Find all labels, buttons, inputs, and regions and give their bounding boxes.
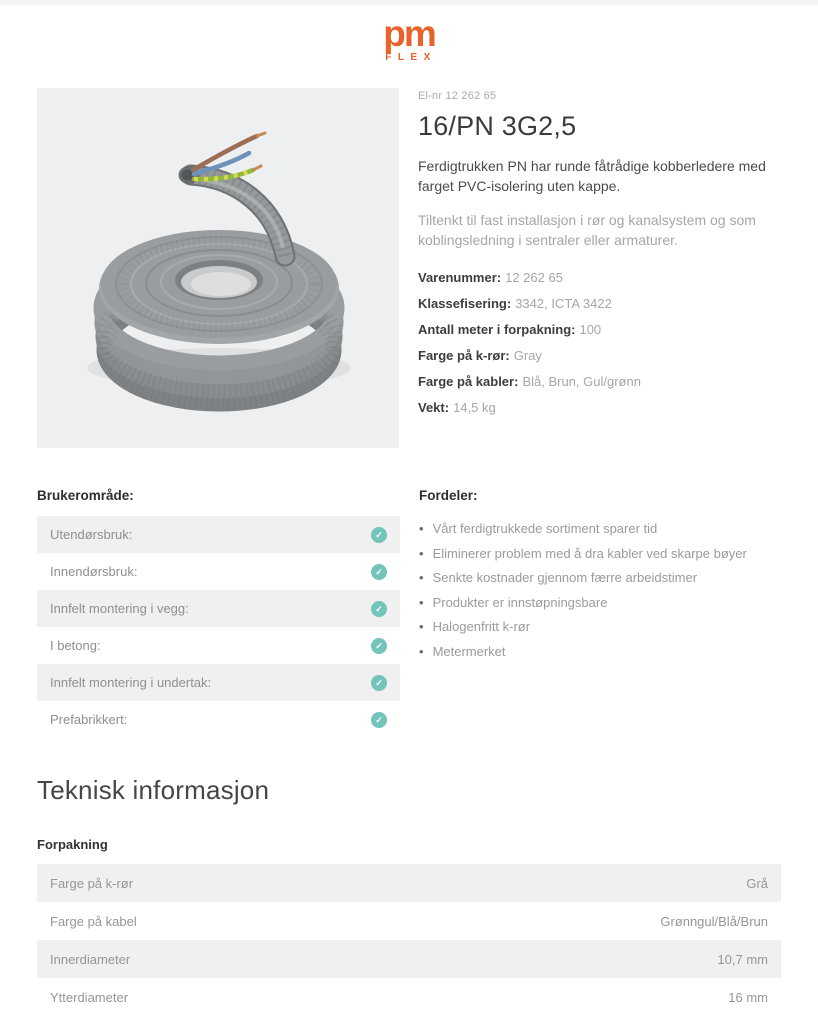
usage-label: Innfelt montering i undertak: [50,675,212,690]
spec-label: Varenummer: [418,270,502,286]
spec-row [418,296,781,311]
bullet-icon: • [419,570,424,585]
usage-heading: Brukerområde: [37,488,134,503]
benefit-text: Metermerket [432,643,506,659]
logo-text: pm [383,13,435,54]
spec-value: 100 [579,322,602,338]
check-icon: ✓ [371,564,387,580]
benefit-text: Halogenfritt k-rør [432,619,531,634]
spec-label: Farge på k-rør: [418,348,510,364]
usage-label: I betong: [50,638,101,653]
table-row-value: Grønngul/Blå/Brun [660,913,768,929]
usage-row [37,627,400,664]
spec-value: Gray [513,348,542,364]
bullet-icon: • [419,619,424,634]
usage-benefits-section [37,488,781,738]
coil-illustration [37,88,399,448]
table-row [37,940,781,978]
spec-value: 12 262 65 [505,270,563,286]
product-description-lead: Ferdigtrukken PN har runde fåtrådige kobberledere med farget PVC-isolering uten kappe. [418,158,766,195]
benefit-text: Senkte kostnader gjennom færre arbeidstimer [432,570,698,585]
spec-row [418,400,781,415]
benefit-item [419,615,781,640]
benefit-item [419,517,781,542]
el-number: El-nr 12 262 65 [418,90,497,102]
table-row [37,864,781,902]
benefits-column [419,488,781,738]
usage-row [37,664,400,701]
usage-label: Utendørsbruk: [50,527,133,542]
table-row-label: Farge på k-rør [50,875,134,891]
table-row [37,978,781,1016]
bullet-icon: • [419,521,424,536]
spec-value: 14,5 kg [453,400,496,416]
usage-label: Innfelt montering i vegg: [50,601,189,616]
check-icon: ✓ [371,675,387,691]
check-icon: ✓ [371,601,387,617]
check-icon: ✓ [371,527,387,543]
logo-subtext: FLEX [385,52,437,63]
benefit-text: Produkter er innstøpningsbare [432,594,608,610]
spec-label: Vekt: [418,400,450,416]
product-hero [37,88,781,448]
header [0,5,818,83]
benefit-text: Eliminerer problem med å dra kabler ved skarpe bøyer [432,545,747,561]
spec-row [418,374,781,389]
spec-row [418,348,781,363]
usage-column [37,488,400,738]
usage-row [37,590,400,627]
product-description-sub: Tiltenkt til fast installasjon i rør og kanalsystem og som koblingsledning i sentraler eller armaturer. [418,211,756,248]
spec-list [418,270,781,415]
usage-row [37,553,400,590]
usage-row [37,516,400,553]
check-icon: ✓ [371,712,387,728]
usage-list [37,516,400,738]
benefit-item [419,640,781,665]
technical-table [37,864,781,1016]
brand-logo[interactable] [381,13,437,63]
table-row-value: 16 mm [728,989,768,1005]
product-title: 16/PN 3G2,5 [418,111,577,141]
spec-row [418,322,781,337]
bullet-icon: • [419,643,424,659]
technical-title: Teknisk informasjon [37,775,270,805]
benefit-text: Vårt ferdigtrukkede sortiment sparer tid [432,521,658,536]
spec-value: 3342, ICTA 3422 [515,296,612,312]
table-row-value: 10,7 mm [717,951,768,967]
benefits-list [419,517,781,664]
spec-label: Farge på kabler: [418,374,519,390]
table-row-label: Farge på kabel [50,913,137,929]
table-row [37,902,781,940]
bullet-icon: • [419,594,424,610]
product-details [418,88,781,448]
table-row-label: Ytterdiameter [50,989,129,1005]
spec-label: Klassefisering: [418,296,512,312]
bullet-icon: • [419,545,424,561]
main-content [0,88,818,1016]
spec-value: Blå, Brun, Gul/grønn [522,374,641,390]
table-row-value: Grå [746,875,768,891]
benefit-item [419,566,781,591]
check-icon: ✓ [371,638,387,654]
spec-label: Antall meter i forpakning: [418,322,576,338]
table-row-label: Innerdiameter [50,951,131,967]
usage-label: Innendørsbruk: [50,564,138,579]
product-image [37,88,399,448]
benefits-heading: Fordeler: [419,488,478,503]
usage-row [37,701,400,738]
spec-row [418,270,781,285]
benefit-item [419,542,781,567]
benefit-item [419,591,781,616]
usage-label: Prefabrikkert: [50,712,128,727]
technical-section-heading: Forpakning [37,837,108,852]
